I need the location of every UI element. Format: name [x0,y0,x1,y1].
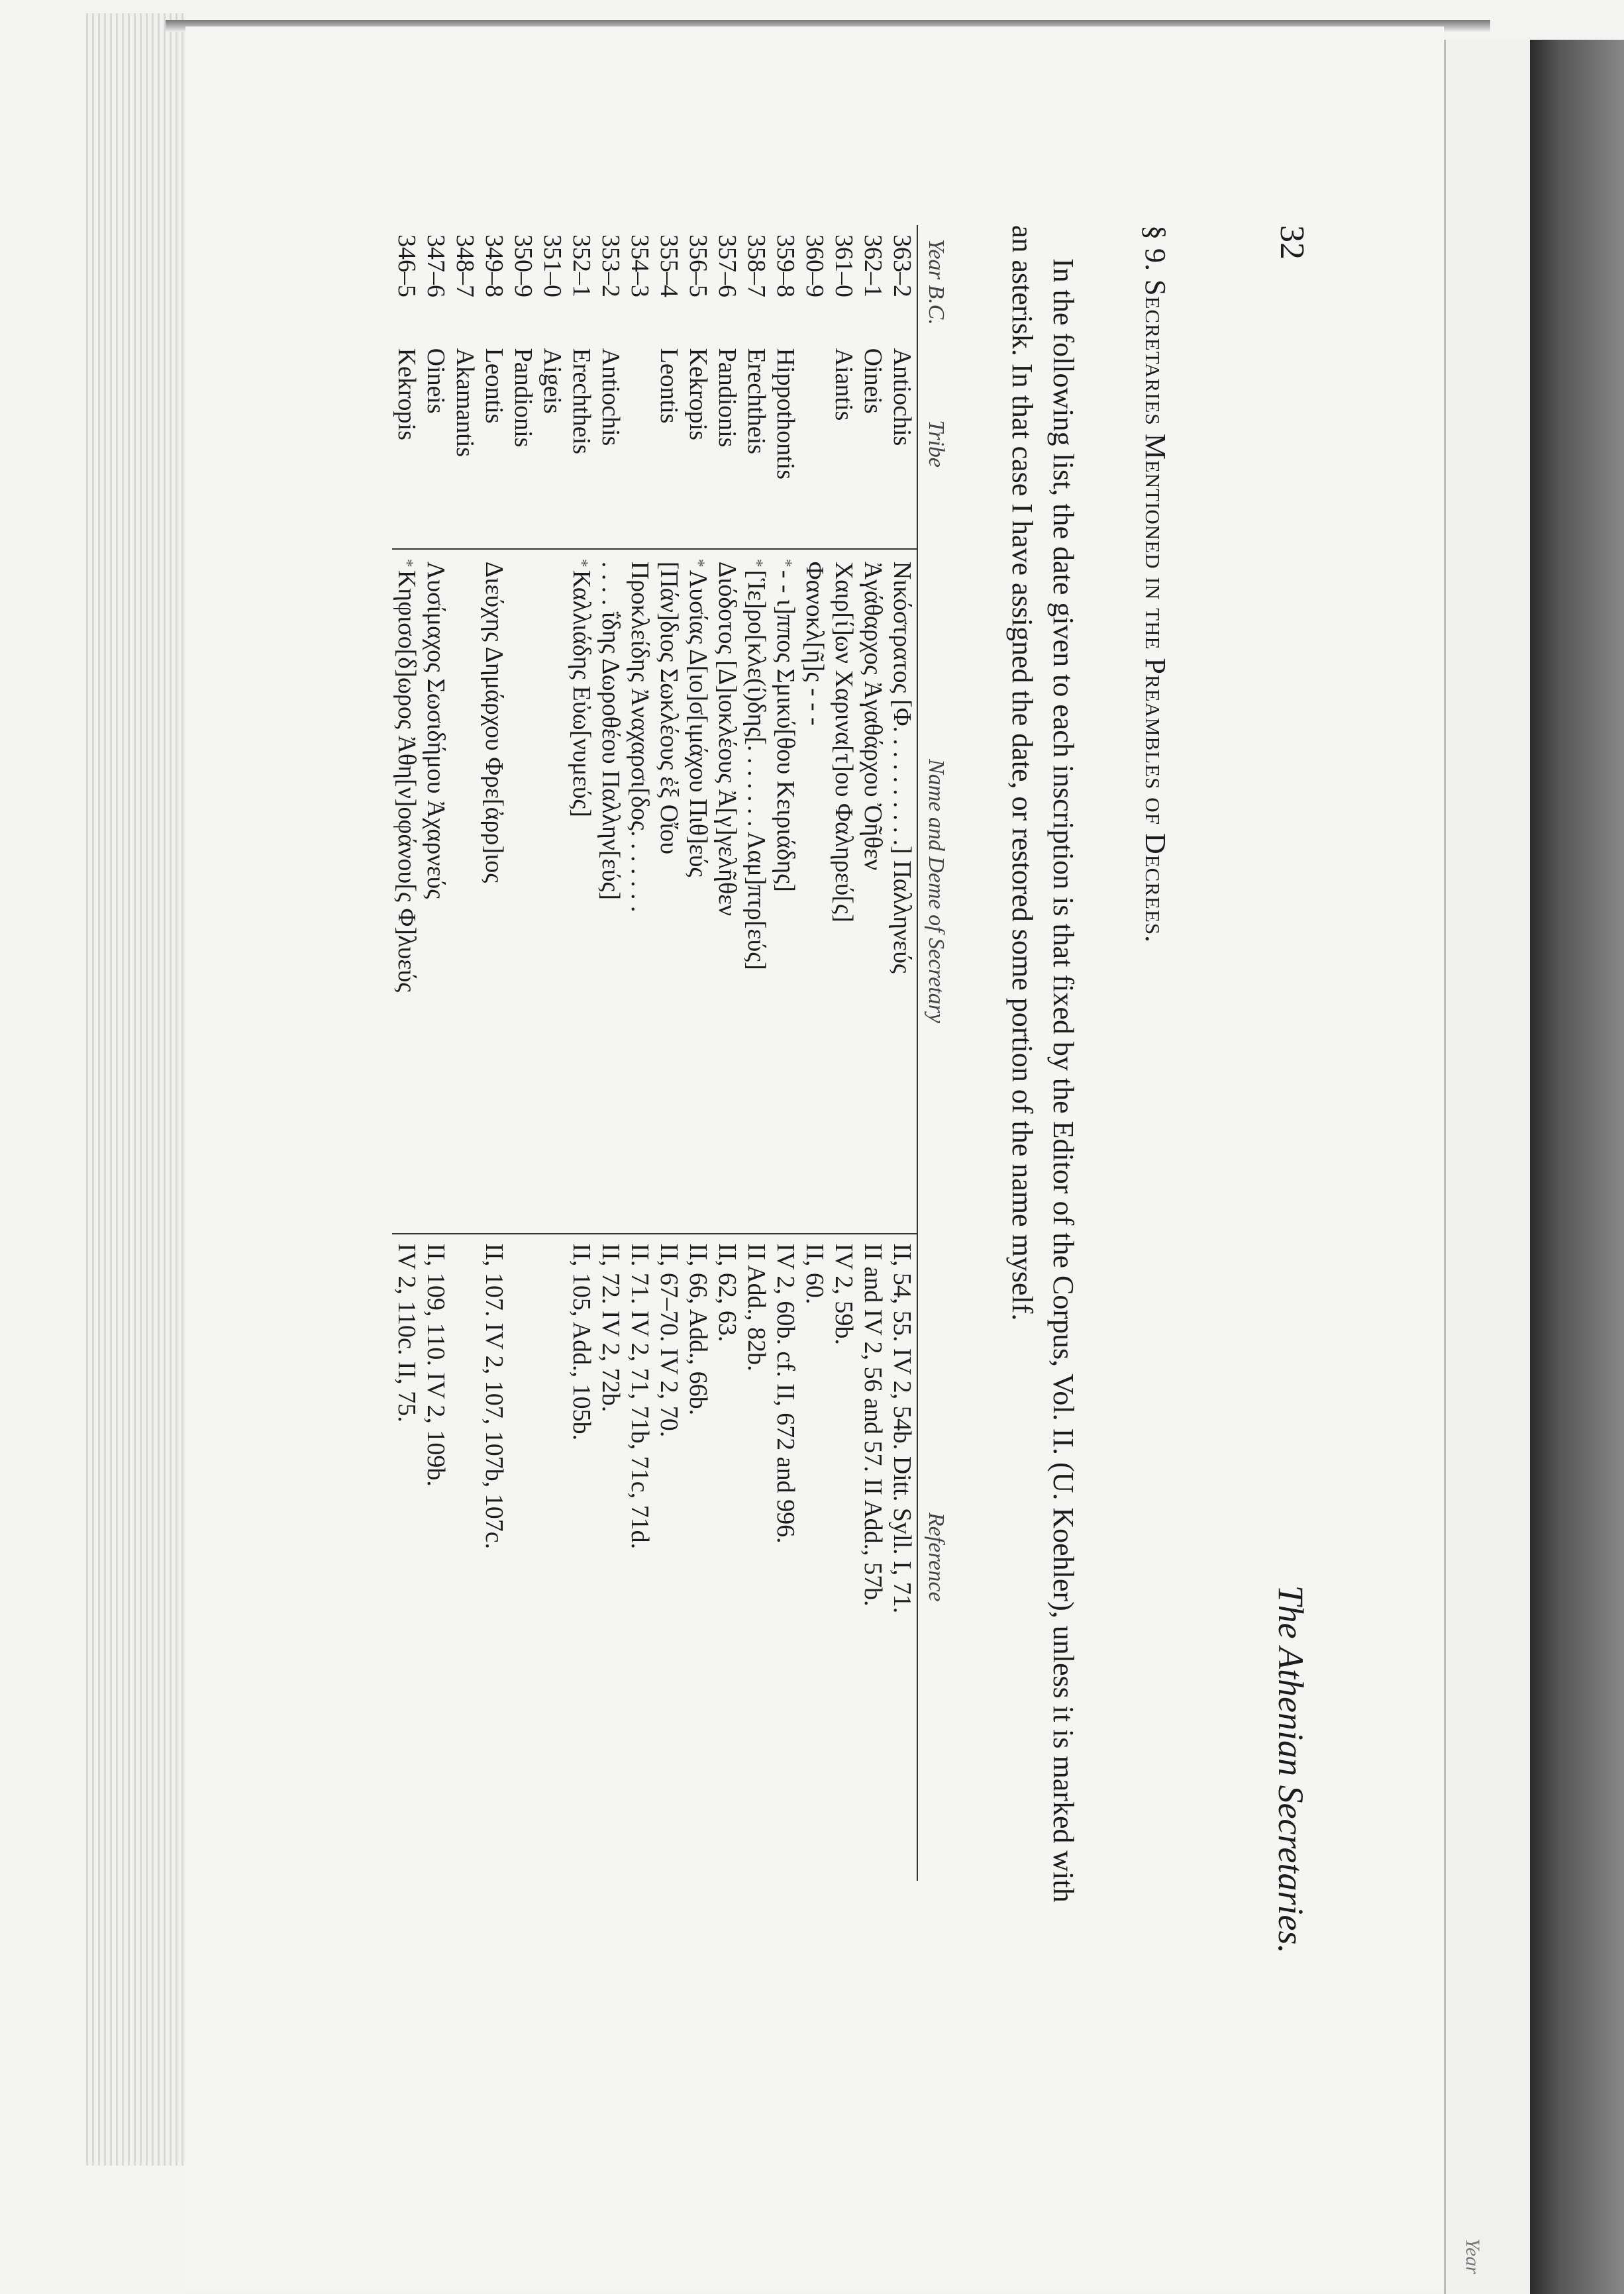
page-stack-edge [86,13,185,2166]
row-reference: II, 105, Add., 105b. [568,1243,595,1441]
row-tribe: Akamantis [450,339,480,549]
table-header-row [917,225,954,1881]
row-reference: IV 2, 59b. [830,1243,858,1345]
row-year: 347–6 [422,234,450,297]
row-secretary-name [509,549,538,1234]
row-year: 348–7 [451,234,479,297]
row-secretary-name [829,549,858,1234]
table-row [480,225,509,1881]
row-year: 357–6 [713,234,741,297]
row-year: 356–5 [684,234,712,297]
row-secretary-name [800,549,829,1234]
secretary-name-text: Ἀγάθαρχος Ἀγαθάρχου Ὀῆθεν [859,561,887,871]
row-secretary-name [596,549,625,1234]
secretary-name-text: . . . . ΐδης Δωροθέου Παλλην[εύς] [597,561,625,901]
secretary-name-text: Νικόστρατος [Φ. . . . . . . . . .] Παλληνεύς [888,561,916,973]
row-year: 354–3 [626,234,654,297]
asterisk-mark: * [397,558,417,568]
row-tribe [800,339,829,549]
row-year: 353–2 [597,234,625,297]
table-row [392,225,421,1881]
row-tribe: Antiochis [596,339,625,549]
row-secretary-name [858,549,888,1234]
row-secretary-name [450,549,480,1234]
table-row [771,225,800,1881]
table-row [829,225,858,1881]
row-reference: II Add., 82b. [742,1243,770,1371]
asterisk-mark: * [776,558,795,568]
row-tribe: Erechtheis [567,339,596,549]
row-year: 351–0 [538,234,566,297]
row-secretary-name [625,549,654,1234]
row-tribe: Kekropis [392,339,421,549]
row-tribe: Pandionis [509,339,538,549]
row-reference: II, 67–70. IV 2, 70. [655,1243,683,1438]
row-year: 355–4 [655,234,683,297]
row-reference: II, 60. [801,1243,829,1305]
row-reference [538,1234,567,1881]
row-reference: II. 71. IV 2, 71, 71b, 71c, 71d. [626,1243,654,1550]
row-secretary-name [392,549,421,1234]
row-reference [450,1234,480,1881]
row-tribe: Erechtheis [742,339,771,549]
table-row [888,225,917,1881]
secretary-name-text: Προκλείδης Ἀναχαρσι[δος. . . . . . . [626,561,654,913]
row-secretary-name [771,549,800,1234]
table-row [596,225,625,1881]
row-reference: II and IV 2, 56 and 57. II Add., 57b. [859,1243,887,1607]
rotated-page-content [199,199,1325,2185]
running-head: The Athenian Secretaries. [1271,1585,1311,1954]
row-tribe: Leontis [654,339,684,549]
table-row [450,225,480,1881]
row-secretary-name [684,549,713,1234]
row-year: 362–1 [859,234,887,297]
row-secretary-name [713,549,742,1234]
section-title: § 9. Secretaries Mentioned in the Preambles of Decrees. [1139,225,1172,944]
header-tribe: Tribe [917,339,954,549]
row-tribe: Antiochis [888,339,917,549]
next-page-edge [1444,40,1532,2294]
table-row [742,225,771,1881]
row-reference [509,1234,538,1881]
row-tribe [625,339,654,549]
row-reference: IV 2, 60b. cf. II, 672 and 996. [772,1243,799,1544]
asterisk-mark: * [689,558,708,568]
row-secretary-name [654,549,684,1234]
asterisk-mark: * [747,558,766,568]
header-name: Name and Deme of Secretary [917,549,954,1234]
intro-paragraph: In the following list, the date given to each inscription is that fixed by the Editor of the Corpus, Vol. II. (U. Koehler), unless it is marked with an asterisk. In that case I have assigned the date, or restored some portion of the name myself. [1006,225,1080,1903]
row-year: 361–0 [830,234,858,297]
row-secretary-name [742,549,771,1234]
row-year: 363–2 [888,234,916,297]
secretary-name-text: Φανοκλ[ῆ]ς - - - [801,561,829,726]
page-number: 32 [1273,225,1311,260]
row-secretary-name [480,549,509,1234]
row-reference: II, 107. IV 2, 107, 107b, 107c. [480,1243,508,1550]
row-tribe: Oineis [421,339,450,549]
secretary-name-text: Καλλιάδης Εὐω[νυμεύς] [568,570,595,818]
secretary-name-text: Κηφισο[δ]ωρος Ἀθη[ν]οφάνου[ς Φ]λυεύς [393,570,421,993]
next-page-fragment: Year [1462,2238,1484,2274]
table-row [509,225,538,1881]
row-year: 346–5 [393,234,421,297]
secretary-name-text: Λυσίμαχος Σωσιδήμου Ἀχαρνεύς [422,561,450,899]
row-year: 358–7 [742,234,770,297]
row-year: 360–9 [801,234,829,297]
spine-shadow [1530,40,1624,2294]
row-tribe: Hippothontis [771,339,800,549]
header-reference: Reference [917,1234,954,1881]
row-reference: IV 2, 110c. II, 75. [393,1243,421,1422]
secretary-name-text: [Ἱε]ρο[κλε(ί)δης[. . . . . . . Λαμ]πτρ[εύς] [742,570,770,970]
secretary-name-text: Διεύχης Δημάρχου Φρε[ἀρρ]ιος [480,561,508,883]
row-reference: II, 109, 110. IV 2, 109b. [422,1243,450,1487]
row-reference: II, 72. IV 2, 72b. [597,1243,625,1413]
row-secretary-name [888,549,917,1234]
secretary-name-text: Διόδοτος [Δ]ιοκλέους Ἀ[γ]γελῆθεν [713,561,741,917]
header-year: Year B.C. [917,225,954,339]
table-row [654,225,684,1881]
row-reference: II, 62, 63. [713,1243,741,1342]
row-secretary-name [567,549,596,1234]
table-row [800,225,829,1881]
row-reference: II, 66, Add., 66b. [684,1243,712,1416]
table-row [625,225,654,1881]
row-year: 349–8 [480,234,508,297]
row-secretary-name [421,549,450,1234]
row-reference: II, 54, 55. IV 2, 54b. Ditt. Syll. I, 71. [888,1243,916,1614]
page-header [1258,199,1311,2185]
table-row [858,225,888,1881]
table-row [538,225,567,1881]
secretaries-table [392,225,954,1881]
row-tribe: Aiantis [829,339,858,549]
secretary-name-text: Λυσίας Δ[ιο]σ[ιμάχου Πιθ]εύς [684,570,712,877]
table-row [713,225,742,1881]
secretary-name-text: - - ι]ππος Σμικύ[θου Κειριάδης] [772,570,799,892]
row-year: 350–9 [509,234,537,297]
table-row [684,225,713,1881]
row-tribe: Pandionis [713,339,742,549]
table-row [567,225,596,1881]
row-tribe: Leontis [480,339,509,549]
row-tribe: Kekropis [684,339,713,549]
row-secretary-name [538,549,567,1234]
secretary-name-text: Χαιρ[ί]ων Χαρινα[τ]ου Φαληρεύ[ς] [830,561,858,923]
row-year: 359–8 [772,234,799,297]
row-tribe: Oineis [858,339,888,549]
table-body [392,225,917,1881]
table-row [421,225,450,1881]
row-tribe: Aigeis [538,339,567,549]
row-year: 352–1 [568,234,595,297]
asterisk-mark: * [572,558,591,568]
secretary-name-text: [Πάν]διος Σωκλέους ἐξ Οἴου [655,561,683,855]
